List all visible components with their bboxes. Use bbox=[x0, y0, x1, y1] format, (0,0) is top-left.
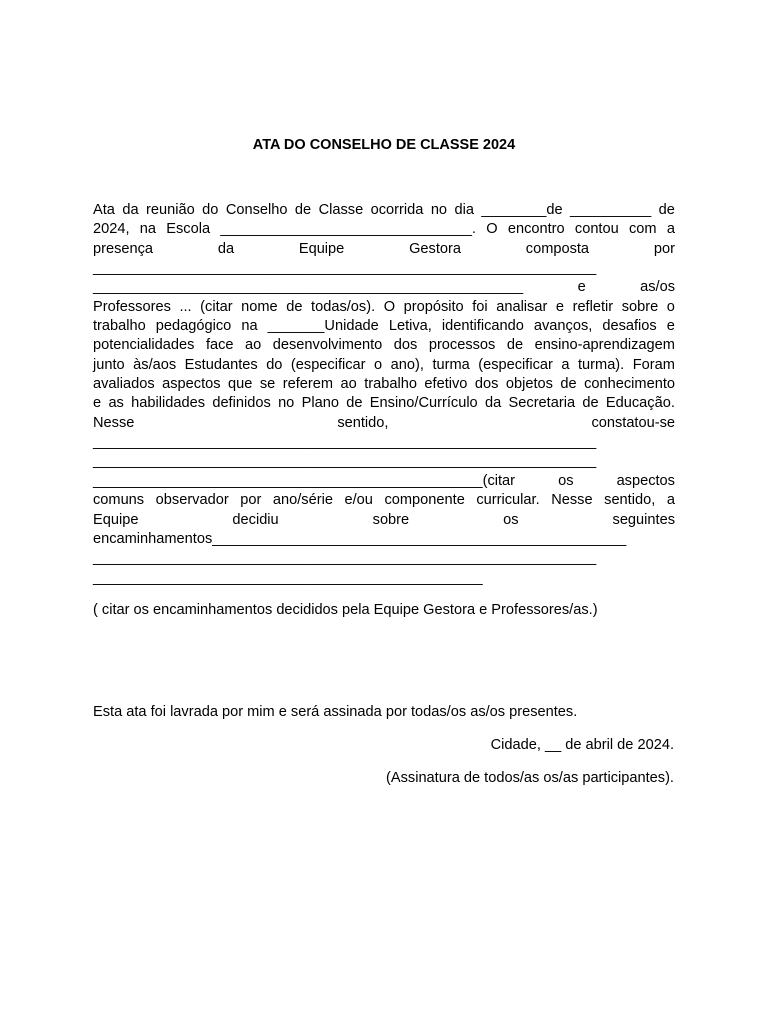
paragraph-word: identificando bbox=[441, 318, 524, 335]
paragraph-word: Classe bbox=[318, 202, 364, 218]
paragraph-word: trabalho bbox=[364, 376, 417, 393]
paragraph-word: a bbox=[666, 221, 675, 238]
paragraph-word: decidiu bbox=[232, 511, 279, 528]
paragraph-word: ao bbox=[340, 376, 357, 393]
paragraph-line: encaminhamentos___________________________________________________ bbox=[93, 530, 627, 547]
paragraph-word: sentido, bbox=[604, 492, 656, 509]
paragraph-line bbox=[93, 356, 675, 375]
paragraph-word: nome bbox=[241, 298, 278, 315]
paragraph-word: o bbox=[374, 356, 383, 373]
paragraph-line bbox=[93, 394, 675, 413]
paragraph-word: seguintes bbox=[612, 511, 675, 528]
paragraph-word: Estudantes bbox=[184, 356, 258, 373]
paragraph-word: avanços, bbox=[533, 318, 593, 335]
paragraph-word: do bbox=[202, 202, 219, 218]
paragraph-word: as bbox=[108, 395, 124, 412]
paragraph-word: reunião bbox=[146, 202, 195, 218]
paragraph-word: Educação. bbox=[605, 395, 675, 412]
paragraph-word: _______________________________. bbox=[220, 221, 476, 238]
paragraph-word: no bbox=[278, 395, 295, 412]
paragraph-line bbox=[93, 278, 675, 297]
paragraph-word: _______Unidade bbox=[267, 318, 379, 335]
paragraph-word: 2024, bbox=[93, 221, 130, 238]
paragraph-word: turma). bbox=[578, 356, 625, 373]
paragraph-word: Secretaria bbox=[508, 395, 576, 412]
paragraph-word: trabalho bbox=[93, 318, 146, 335]
paragraph-word: definidos bbox=[212, 395, 271, 412]
paragraph-word: desenvolvimento bbox=[272, 337, 383, 354]
paragraph-word: de bbox=[286, 298, 303, 315]
paragraph-word: Nesse bbox=[551, 492, 593, 509]
paragraph-word: da bbox=[122, 202, 139, 218]
paragraph-word: no bbox=[430, 202, 448, 218]
paragraph-word: e bbox=[555, 298, 565, 315]
paragraph-word: _____________________________________________________ bbox=[93, 279, 524, 296]
paragraph-word: (especificar bbox=[290, 356, 366, 373]
paragraph-word: turma bbox=[432, 356, 470, 373]
paragraph-word: junto bbox=[93, 356, 125, 373]
paragraph-word: habilidades bbox=[131, 395, 206, 412]
paragraph-word: pedagógico bbox=[155, 318, 232, 335]
paragraph-word: ... bbox=[179, 298, 192, 315]
minutes-paragraph bbox=[93, 201, 675, 588]
paragraph-word: Gestora bbox=[409, 240, 461, 257]
paragraph-word: presença bbox=[93, 240, 154, 257]
paragraph-word: objetos bbox=[505, 376, 553, 393]
paragraph-line: ______________________________________________________________ bbox=[93, 434, 597, 451]
closing-statement: Esta ata foi lavrada por mim e será assinada por todas/os as/os presentes. bbox=[93, 704, 578, 720]
paragraph-word: sobre bbox=[372, 511, 410, 528]
paragraph-word: Letiva, bbox=[388, 318, 432, 335]
paragraph-word: de bbox=[506, 337, 524, 354]
paragraph-word: conhecimento bbox=[584, 376, 675, 393]
paragraph-word: o bbox=[666, 298, 675, 315]
paragraph-word: analisar bbox=[496, 298, 548, 315]
paragraph-line bbox=[93, 491, 675, 510]
paragraph-word: O bbox=[486, 221, 498, 238]
paragraph-word: e bbox=[666, 318, 675, 335]
paragraph-word: ocorrida bbox=[370, 202, 424, 218]
paragraph-word: sentido, bbox=[337, 414, 389, 431]
paragraph-word: Foram bbox=[632, 356, 675, 373]
paragraph-word: Nesse bbox=[93, 414, 135, 431]
paragraph-word: contou bbox=[574, 221, 619, 238]
paragraph-word: dia bbox=[454, 202, 474, 218]
paragraph-word: Equipe bbox=[93, 511, 139, 528]
paragraph-line bbox=[93, 375, 675, 394]
paragraph-word: referem bbox=[282, 376, 334, 393]
paragraph-word: de bbox=[582, 395, 599, 412]
paragraph-word: todas/os). bbox=[311, 298, 376, 315]
paragraph-word: Ensino/Currículo bbox=[369, 395, 478, 412]
paragraph-word: ________de bbox=[481, 202, 563, 218]
paragraph-line bbox=[93, 336, 675, 355]
paragraph-word: ano/série bbox=[272, 492, 333, 509]
paragraph-word: por bbox=[653, 240, 675, 257]
paragraph-word: comuns bbox=[93, 492, 145, 509]
paragraph-word: Plano bbox=[301, 395, 339, 412]
paragraph-line bbox=[93, 201, 675, 220]
paragraph-word: os bbox=[503, 511, 519, 528]
paragraph-word: na bbox=[241, 318, 258, 335]
paragraph-word: de bbox=[560, 376, 577, 393]
paragraph-line bbox=[93, 414, 675, 433]
paragraph-word: aspectos bbox=[616, 472, 675, 489]
paragraph-line: ______________________________________________________________ bbox=[93, 260, 597, 277]
paragraph-word: aspectos bbox=[162, 376, 221, 393]
date-line: Cidade, __ de abril de 2024. bbox=[490, 737, 674, 753]
paragraph-word: do bbox=[266, 356, 283, 373]
paragraph-word: Escola bbox=[166, 221, 211, 238]
paragraph-line bbox=[93, 511, 675, 530]
paragraph-word: da bbox=[217, 240, 235, 257]
paragraph-word: por bbox=[240, 492, 262, 509]
paragraph-word: Professores bbox=[93, 298, 171, 315]
paragraph-line: ______________________________________________________________ bbox=[93, 550, 597, 567]
paragraph-word: as/os bbox=[640, 279, 675, 296]
paragraph-word: potencialidades bbox=[93, 337, 195, 354]
paragraph-word: Equipe bbox=[298, 240, 345, 257]
paragraph-word: na bbox=[139, 221, 157, 238]
paragraph-word: os bbox=[558, 472, 574, 489]
paragraph-word: avaliados bbox=[93, 376, 155, 393]
paragraph-word: ano), bbox=[390, 356, 424, 373]
paragraph-word: __________ bbox=[570, 202, 652, 218]
paragraph-word: foi bbox=[472, 298, 488, 315]
paragraph-word: Ata bbox=[93, 202, 115, 218]
paragraph-word: ao bbox=[245, 337, 262, 354]
paragraph-word: ________________________________________________(citar bbox=[93, 472, 516, 489]
signature-line: (Assinatura de todos/as os/as participantes). bbox=[386, 770, 674, 786]
paragraph-word: da bbox=[485, 395, 502, 412]
paragraph-word: de bbox=[346, 395, 363, 412]
paragraph-word: com bbox=[628, 221, 657, 238]
paragraph-word: (citar bbox=[200, 298, 233, 315]
paragraph-word: dos bbox=[393, 337, 418, 354]
paragraph-word: processos bbox=[428, 337, 496, 354]
paragraph-word: encontro bbox=[507, 221, 565, 238]
paragraph-word: a bbox=[561, 356, 570, 373]
paragraph-word: efetivo bbox=[424, 376, 468, 393]
paragraph-word: se bbox=[259, 376, 276, 393]
paragraph-word: de bbox=[658, 202, 675, 218]
paragraph-line bbox=[93, 298, 675, 317]
paragraph-line: ________________________________________________ bbox=[93, 569, 483, 586]
instruction-note: ( citar os encaminhamentos decididos pela Equipe Gestora e Professores/as.) bbox=[93, 602, 598, 618]
paragraph-word: observador bbox=[155, 492, 229, 509]
paragraph-word: que bbox=[228, 376, 253, 393]
paragraph-line bbox=[93, 240, 675, 259]
paragraph-word: constatou-se bbox=[591, 414, 675, 431]
paragraph-word: de bbox=[294, 202, 312, 218]
paragraph-word: dos bbox=[474, 376, 499, 393]
paragraph-word: desafios bbox=[602, 318, 657, 335]
paragraph-word: propósito bbox=[403, 298, 464, 315]
paragraph-word: componente bbox=[384, 492, 465, 509]
paragraph-word: a bbox=[666, 492, 675, 509]
paragraph-line: ______________________________________________________________ bbox=[93, 453, 597, 470]
paragraph-word: Conselho bbox=[225, 202, 288, 218]
paragraph-word: e bbox=[93, 395, 102, 412]
paragraph-word: curricular. bbox=[476, 492, 540, 509]
paragraph-line bbox=[93, 317, 675, 336]
paragraph-word: composta bbox=[525, 240, 590, 257]
paragraph-word: O bbox=[383, 298, 396, 315]
paragraph-word: ensino-aprendizagem bbox=[534, 337, 675, 354]
paragraph-word: face bbox=[205, 337, 234, 354]
paragraph-word: às/aos bbox=[133, 356, 177, 373]
paragraph-line bbox=[93, 472, 675, 491]
paragraph-word: sobre bbox=[621, 298, 659, 315]
paragraph-word: refletir bbox=[572, 298, 614, 315]
document-title: ATA DO CONSELHO DE CLASSE 2024 bbox=[252, 137, 516, 153]
paragraph-word: e/ou bbox=[344, 492, 373, 509]
paragraph-word: (especificar bbox=[478, 356, 553, 373]
paragraph-word: e bbox=[577, 279, 586, 296]
paragraph-line bbox=[93, 220, 675, 239]
